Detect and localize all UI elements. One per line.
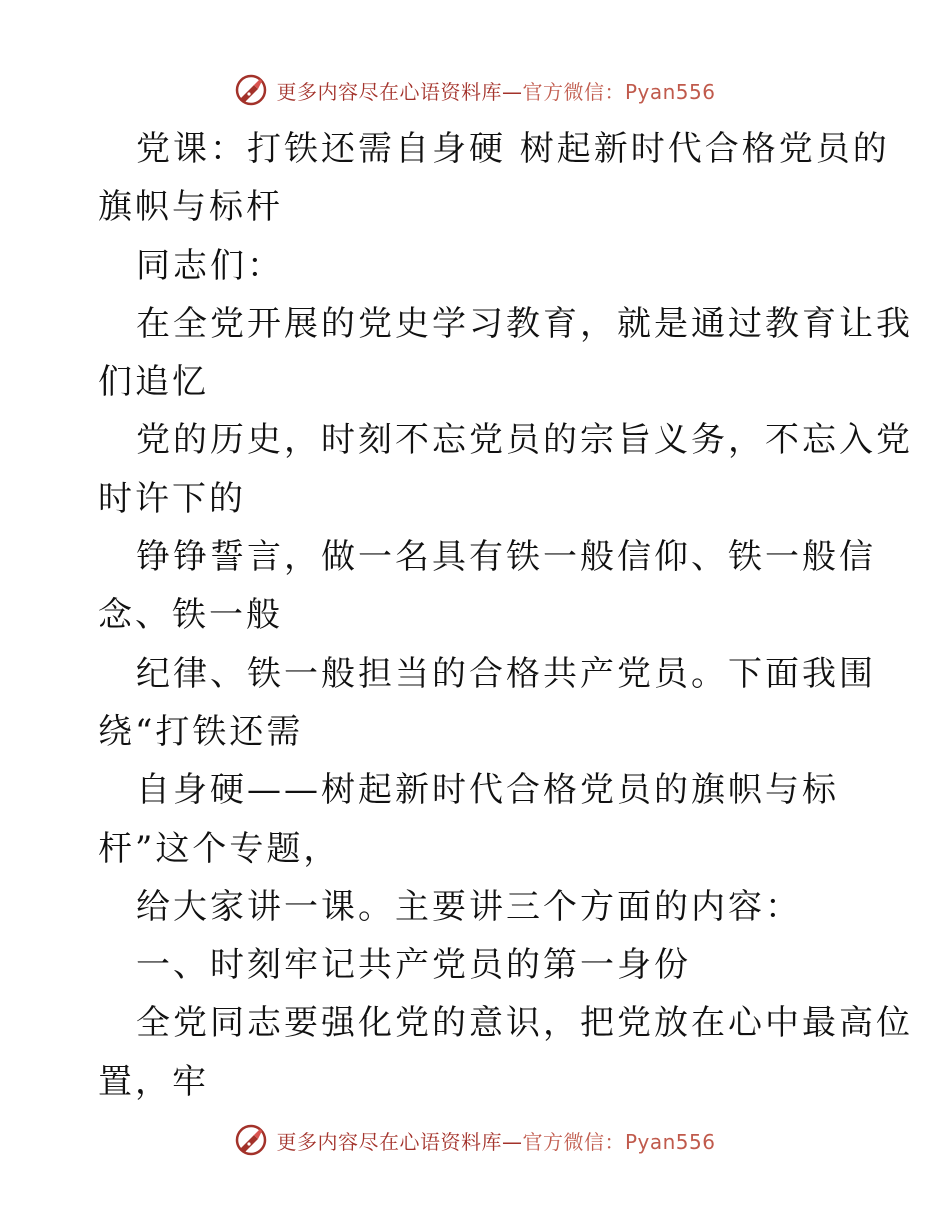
document-title: 党课：打铁还需自身硬 树起新时代合格党员的 [136,129,890,169]
watermark-text: 更多内容尽在心语资料库—官方微信：Pyan556 [276,1129,716,1154]
paragraph-line: 置，牢 [98,1061,209,1102]
watermark-text: 更多内容尽在心语资料库—官方微信：Pyan556 [276,79,716,104]
paragraph-line: 铮铮誓言，做一名具有铁一般信仰、铁一般信 [136,537,876,578]
paragraph-line: 自身硬——树起新时代合格党员的旗帜与标 [136,770,839,811]
paragraph-line: 给大家讲一课。主要讲三个方面的内容： [136,886,802,927]
document-body [98,120,913,1111]
paragraph-line: 念、铁一般 [98,595,283,636]
salutation: 同志们： [136,245,284,286]
paragraph-line: 在全党开展的党史学习教育，就是通过教育让我 [136,303,913,344]
paragraph-line: 时许下的 [98,478,246,519]
pen-nib-logo-icon [234,73,268,107]
paragraph-line: 全党同志要强化党的意识，把党放在心中最高位 [136,1003,913,1044]
footer-watermark [0,1120,950,1160]
pen-nib-logo-icon [234,1123,268,1157]
paragraph-line: 纪律、铁一般担当的合格共产党员。下面我围 [136,653,876,694]
document-title-continued: 旗帜与标杆 [98,187,283,228]
paragraph-line: 绕“打铁还需 [98,711,304,752]
paragraph-line: 杆”这个专题， [98,828,341,869]
section-heading: 一、时刻牢记共产党员的第一身份 [136,945,691,986]
header-watermark [0,70,950,110]
paragraph-line: 们追忆 [98,362,209,403]
paragraph-line: 党的历史，时刻不忘党员的宗旨义务，不忘入党 [136,420,913,461]
